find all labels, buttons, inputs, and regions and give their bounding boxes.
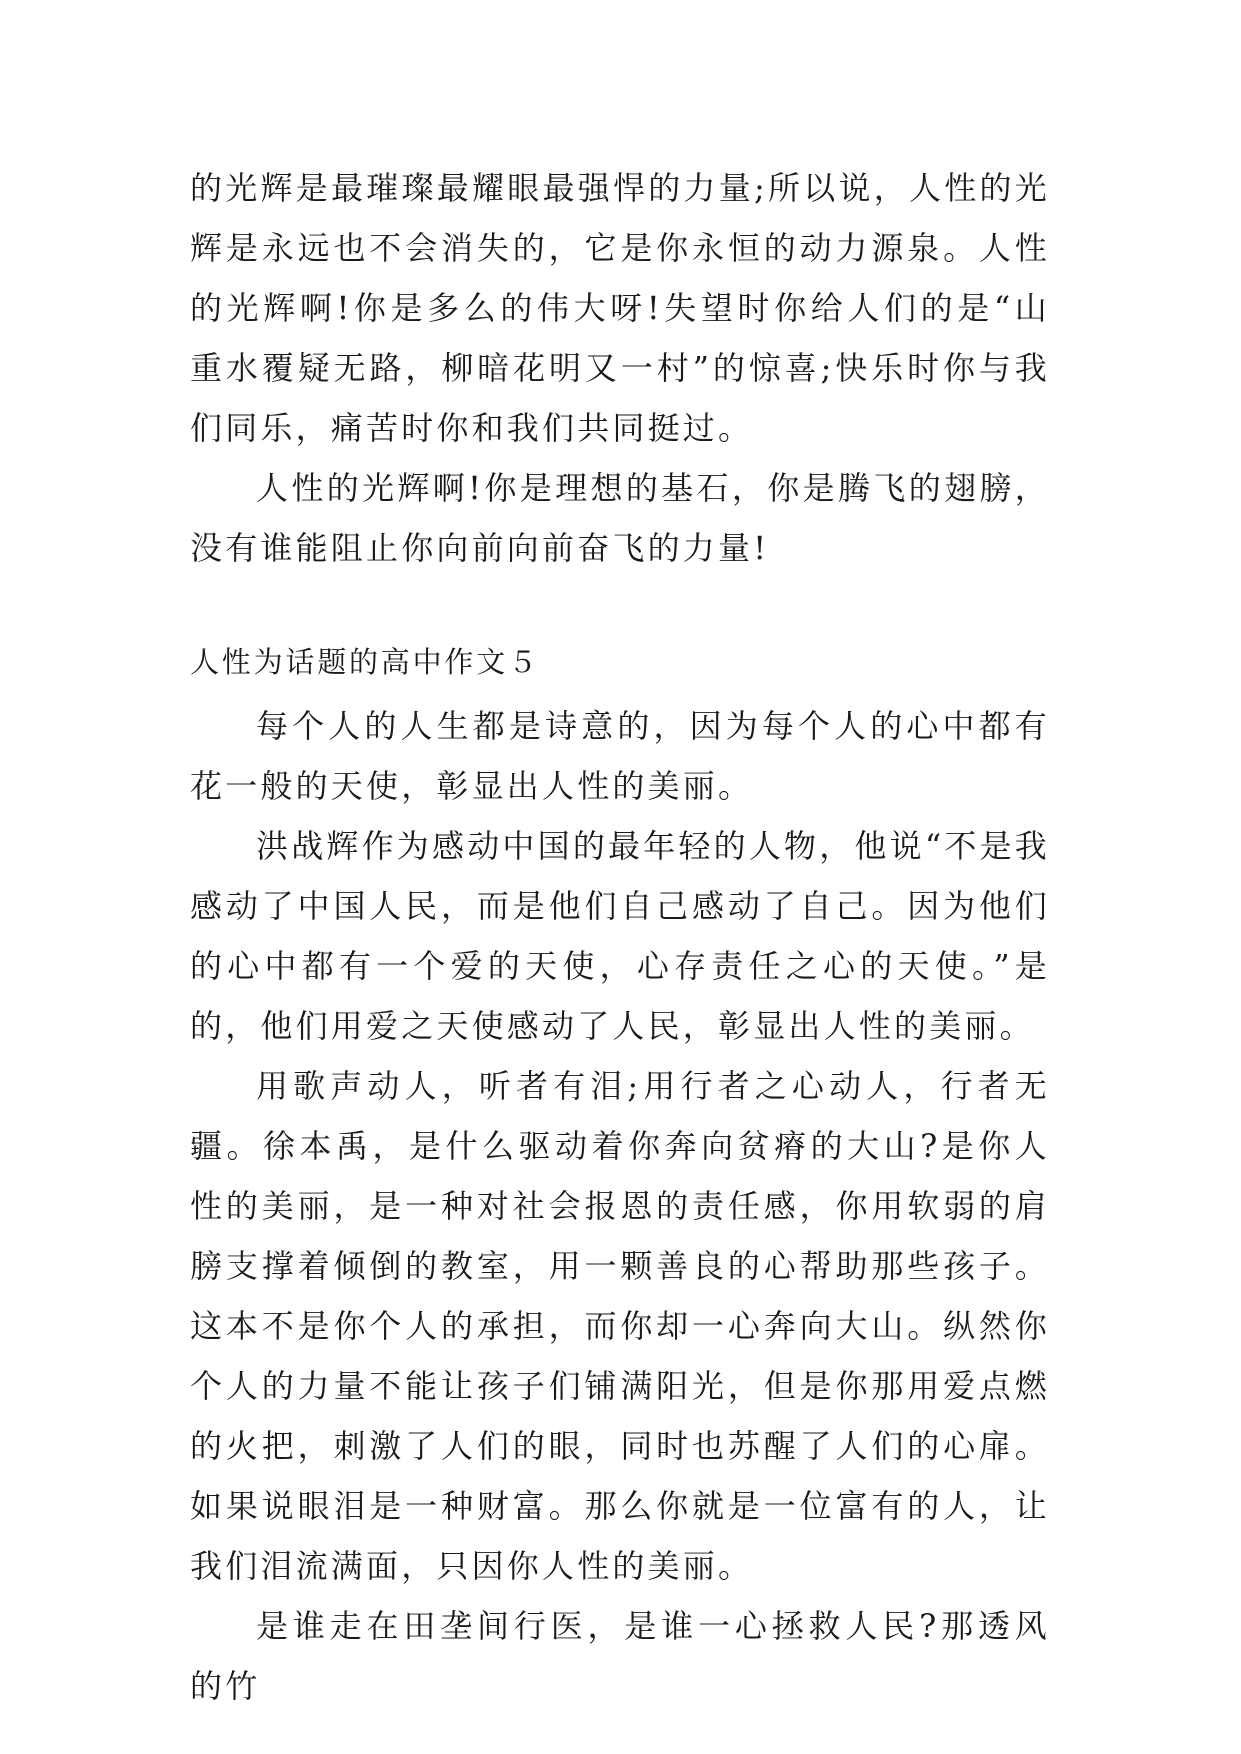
paragraph: 洪战辉作为感动中国的最年轻的人物，他说“不是我感动了中国人民，而是他们自己感动了自己。因为他们的心中都有一个爱的天使，心存责任之心的天使。”是的，他们用爱之天使感动了人民，彰显出人性的美丽。 (190, 827, 1050, 1045)
paragraph-continued: 的光辉是最璀璨最耀眼最强悍的力量;所以说，人性的光辉是永远也不会消失的，它是你永恒的动力源泉。人性的光辉啊!你是多么的伟大呀!失望时你给人们的是“山重水覆疑无路，柳暗花明又一村”的惊喜;快乐时你与我们同乐，痛苦时你和我们共同挺过。 (190, 169, 1050, 447)
paragraph: 用歌声动人，听者有泪;用行者之心动人，行者无疆。徐本禹，是什么驱动着你奔向贫瘠的大山?是你人性的美丽，是一种对社会报恩的责任感，你用软弱的肩膀支撑着倾倒的教室，用一颗善良的心帮助那些孩子。这本不是你个人的承担，而你却一心奔向大山。纵然你个人的力量不能让孩子们铺满阳光，但是你那用爱点燃的火把，刺激了人们的眼，同时也苏醒了人们的心扉。如果说眼泪是一种财富。那么你就是一位富有的人，让我们泪流满面，只因你人性的美丽。 (190, 1067, 1050, 1585)
paragraph: 每个人的人生都是诗意的，因为每个人的心中都有花一般的天使，彰显出人性的美丽。 (190, 707, 1050, 805)
section-heading: 人性为话题的高中作文５ (190, 645, 540, 679)
paragraph: 人性的光辉啊!你是理想的基石，你是腾飞的翅膀，没有谁能阻止你向前向前奋飞的力量! (190, 469, 1050, 567)
document-body (190, 158, 1050, 1716)
paragraph: 是谁走在田垄间行医，是谁一心拯救人民?那透风的竹 (190, 1607, 1050, 1705)
